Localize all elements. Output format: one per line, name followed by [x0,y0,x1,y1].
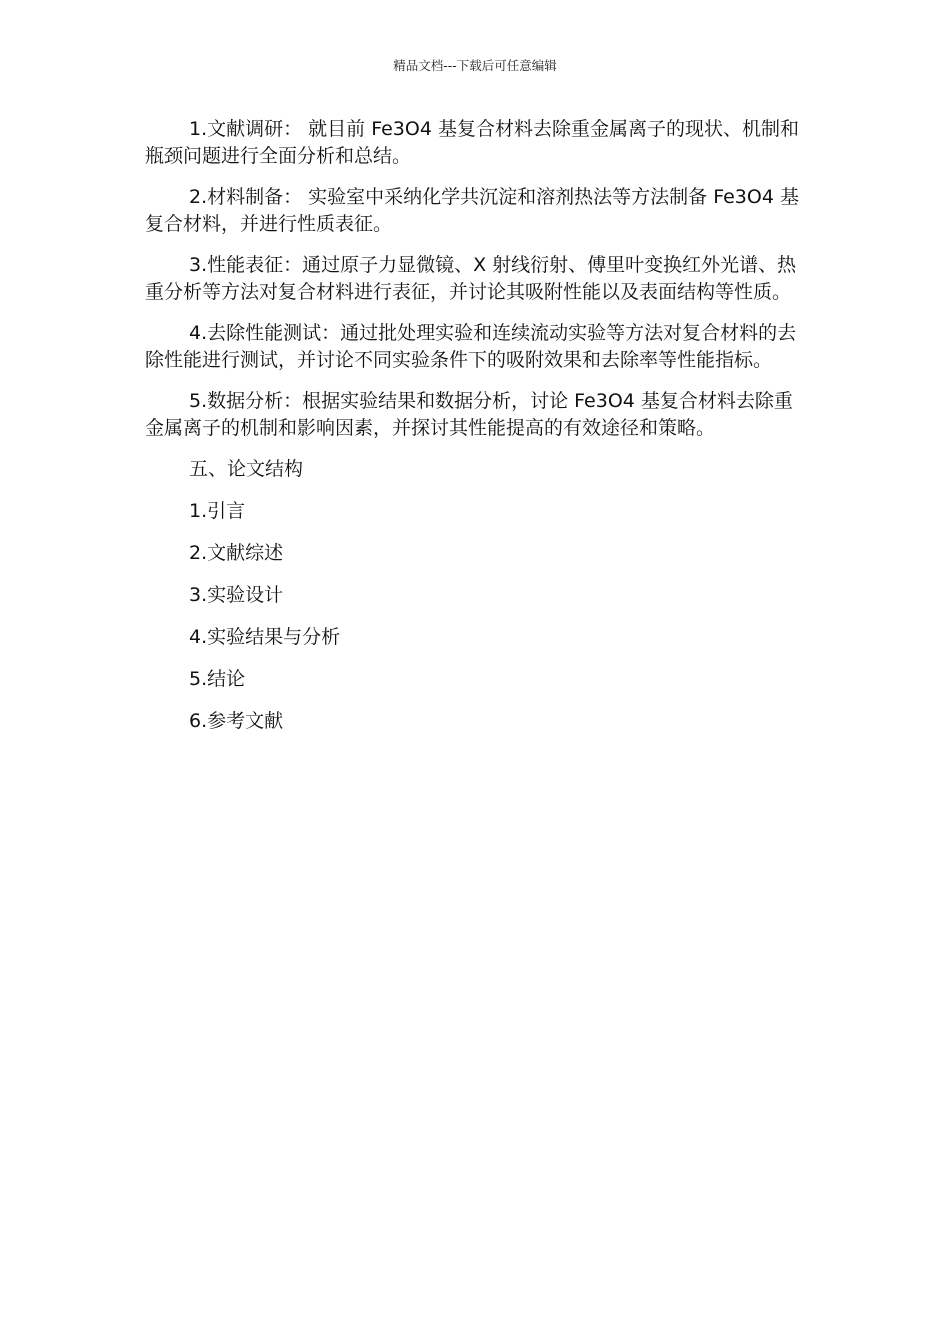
page-header: 精品文档---下载后可任意编辑 [393,58,557,73]
structure-item-introduction: 1.引言 [189,500,246,522]
paragraph-material-preparation: 2.材料制备： 实验室中采纳化学共沉淀和溶剂热法等方法制备 Fe3O4 基复合材料，并进行性质表征。 [145,186,799,235]
paragraph-characterization: 3.性能表征：通过原子力显微镜、X 射线衍射、傅里叶变换红外光谱、热重分析等方法对复合材料进行表征，并讨论其吸附性能以及表面结构等性质。 [145,254,797,303]
paragraph-literature-research: 1.文献调研： 就目前 Fe3O4 基复合材料去除重金属离子的现状、机制和瓶颈问题进行全面分析和总结。 [145,118,799,167]
structure-item-references: 6.参考文献 [189,710,284,732]
structure-item-conclusion: 5.结论 [189,668,246,690]
document-body [145,116,810,750]
paragraph-removal-testing: 4.去除性能测试：通过批处理实验和连续流动实验等方法对复合材料的去除性能进行测试，并讨论不同实验条件下的吸附效果和去除率等性能指标。 [145,322,797,371]
structure-item-results-analysis: 4.实验结果与分析 [189,626,341,648]
structure-item-literature-review: 2.文献综述 [189,542,284,564]
structure-item-experimental-design: 3.实验设计 [189,584,284,606]
section-heading-thesis-structure: 五、论文结构 [189,458,304,480]
paragraph-data-analysis: 5.数据分析：根据实验结果和数据分析，讨论 Fe3O4 基复合材料去除重金属离子的机制和影响因素，并探讨其性能提高的有效途径和策略。 [145,390,793,439]
